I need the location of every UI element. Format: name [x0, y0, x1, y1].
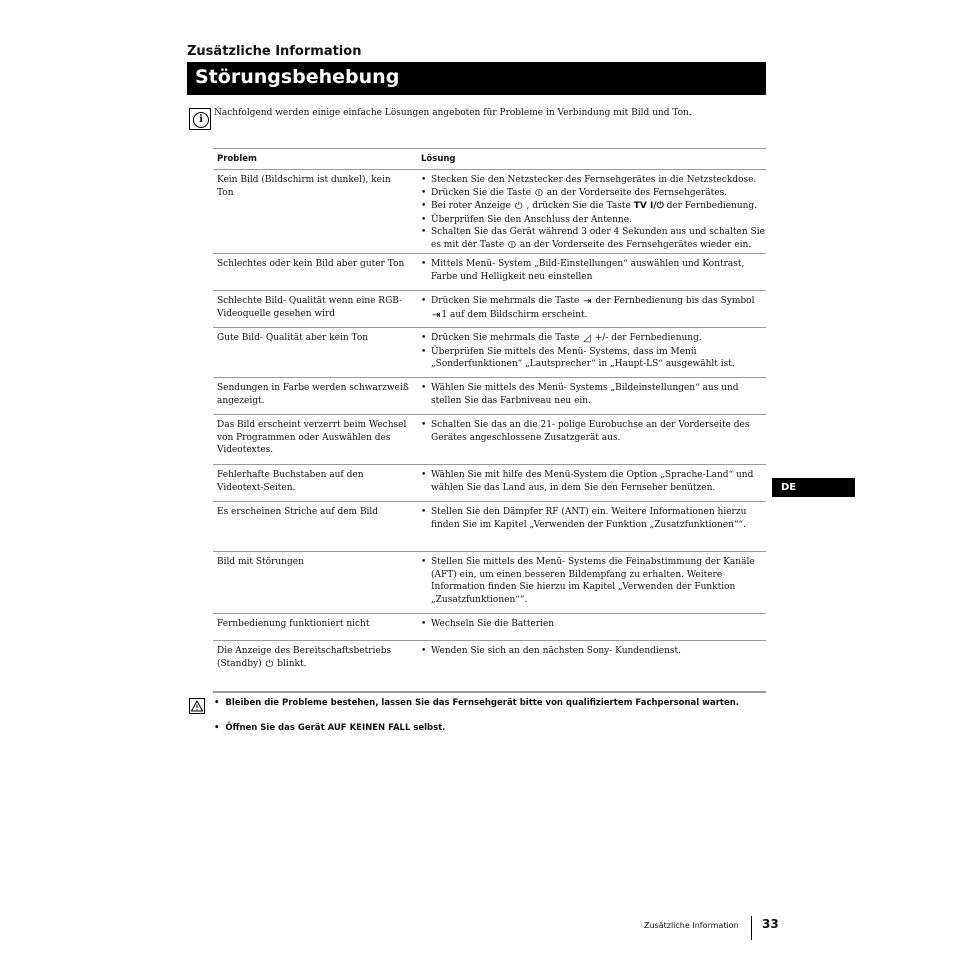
solution-item — [421, 419, 766, 444]
solution-text — [431, 295, 766, 322]
header-solution: Lösung — [421, 154, 456, 164]
text-run: Stellen Sie den Dämpfer RF (ANT) ein. Weitere Informationen hierzu finden Sie im Kapitel „Verwenden der Funktion „Zusatzfunktionen““. — [431, 507, 747, 530]
solution-text — [431, 214, 766, 227]
input-icon: ⇥ — [432, 309, 441, 321]
text-run: Stecken Sie den Netzstecker des Fernsehgerätes in die Netzsteckdose. — [431, 175, 757, 185]
text-run: Überprüfen Sie mittels des Menü- Systems, dass im Menü „Sonderfunktionen“ „Lautsprecher“ in „Haupt-LS“ ausgewählt ist. — [431, 346, 735, 369]
solution-text — [431, 382, 766, 407]
intro-text: Nachfolgend werden einige einfache Lösungen angeboten für Probleme in Verbindung mit Bild und Ton. — [214, 108, 692, 118]
text-run: Wählen Sie mittels des Menü- Systems „Bildeinstellungen“ aus und stellen Sie das Farbniveau neu ein. — [431, 383, 739, 406]
table-row — [213, 254, 766, 291]
table-row — [213, 465, 766, 502]
solution-item — [421, 469, 766, 494]
bullet: • — [421, 383, 427, 393]
text-run: Schalten Sie das Gerät während 3 oder 4 Sekunden aus und schalten Sie es mit der Taste — [431, 227, 765, 250]
text-run: blinkt. — [274, 658, 307, 669]
table-header — [213, 149, 766, 170]
bullet: • — [421, 646, 427, 656]
bullet: • — [421, 227, 427, 237]
solution-item — [421, 346, 766, 371]
table-bottom-rule — [213, 692, 766, 693]
solution-cell — [421, 419, 766, 464]
solution-item — [421, 645, 766, 658]
solution-cell — [421, 645, 766, 691]
problem-cell: Sendungen in Farbe werden schwarzweiß angezeigt. — [217, 383, 409, 406]
solution-text — [431, 200, 766, 214]
warning-item — [214, 698, 739, 708]
footer-divider — [751, 916, 752, 940]
solution-item — [421, 506, 766, 531]
input-icon: ⇥ — [583, 296, 592, 307]
power-button-icon: ⏼ — [508, 239, 516, 251]
table-row — [213, 614, 766, 641]
solution-item — [421, 214, 766, 227]
warning-bullet: • — [214, 723, 220, 733]
solution-cell — [421, 332, 766, 377]
table-row — [213, 502, 766, 552]
problem-cell: Fehlerhafte Buchstaben auf den Videotext-Seiten. — [217, 470, 364, 493]
warning-text: Bleiben die Probleme bestehen, lassen Sie das Fernsehgerät bitte von qualifiziertem Fachpersonal warten. — [225, 698, 740, 708]
warning-icon — [189, 698, 205, 714]
bullet: • — [421, 346, 427, 357]
bullet: • — [421, 187, 427, 198]
solution-item — [421, 556, 766, 606]
text-run: Wählen Sie mit hilfe des Menü-System die Option „Sprache-Land“ und wählen Sie das Land aus, in dem Sie den Fernseher benützen. — [431, 470, 754, 493]
problem-cell: Das Bild erscheint verzerrt beim Wechsel von Programmen oder Auswählen des Videotextes. — [217, 420, 407, 455]
solution-text — [431, 506, 766, 531]
table-body — [213, 170, 766, 692]
tv-button-label: TV I/⏻ — [633, 201, 664, 211]
solution-cell — [421, 258, 766, 290]
solution-cell — [421, 469, 766, 501]
solution-text — [431, 645, 766, 658]
solution-text — [431, 618, 766, 631]
bullet: • — [421, 619, 427, 629]
solution-cell — [421, 174, 766, 253]
bullet: • — [421, 470, 427, 480]
problem-cell: Es erscheinen Striche auf dem Bild — [217, 507, 379, 517]
table-row — [213, 415, 766, 465]
text-run: Bei roter Anzeige — [431, 201, 514, 211]
bullet: • — [421, 333, 427, 343]
warning-text: Öffnen Sie das Gerät AUF KEINEN FALL selbst. — [225, 723, 446, 733]
language-tab: DE — [772, 478, 855, 497]
problem-cell — [213, 645, 421, 691]
header-problem: Problem — [217, 154, 257, 164]
text-run: Drücken Sie mehrmals die Taste — [431, 333, 583, 343]
page-title-bar — [187, 62, 766, 95]
text-run: der Fernbedienung. — [663, 201, 758, 211]
solution-text — [431, 174, 766, 187]
standby-icon: ⏻ — [265, 658, 274, 670]
solution-text — [431, 346, 766, 371]
solution-item — [421, 226, 766, 252]
power-button-icon: ⏼ — [534, 187, 543, 199]
table-row — [213, 378, 766, 415]
text-run: Stellen Sie mittels des Menü- Systems die Feinabstimmung der Kanäle (AFT) ein, um einen besseren Bildempfang zu erhalten. Weitere Information finden Sie hierzu im Kapitel „Verwenden der Funktion „Zusatzfunktionen““. — [431, 557, 755, 605]
text-run: Schalten Sie das an die 21- polige Eurobuchse an der Vorderseite des Gerätes angeschlossene Zusatzgerät aus. — [431, 420, 750, 443]
solution-item — [421, 332, 766, 346]
table-row — [213, 328, 766, 378]
solution-item — [421, 258, 766, 283]
troubleshooting-table — [213, 148, 766, 692]
table-row — [213, 641, 766, 692]
text-run: +/- der Fernbedienung. — [591, 333, 702, 343]
table-row — [213, 552, 766, 614]
solution-text — [431, 258, 766, 283]
table-row — [213, 170, 766, 254]
footer-label: Zusätzliche Information — [644, 921, 739, 930]
bullet: • — [421, 296, 427, 306]
solution-text — [431, 332, 766, 346]
text-run: Wenden Sie sich an den nächsten Sony- Kundendienst. — [431, 646, 682, 656]
solution-text — [431, 226, 766, 252]
section-label: Zusätzliche Information — [187, 44, 362, 59]
solution-text — [431, 556, 766, 606]
warning-bullet: • — [214, 698, 220, 708]
bullet: • — [421, 214, 427, 225]
solution-cell — [421, 556, 766, 613]
solution-item — [421, 382, 766, 407]
problem-cell: Bild mit Störungen — [217, 557, 304, 567]
solution-text — [431, 187, 766, 201]
bullet: • — [421, 175, 427, 185]
problem-cell: Kein Bild (Bildschirm ist dunkel), kein Ton — [217, 175, 391, 198]
volume-icon: ◿ — [583, 333, 591, 344]
text-run: , drücken Sie die Taste — [523, 201, 634, 211]
text-run: an der Vorderseite des Fernsehgerätes. — [543, 187, 728, 198]
solution-item — [421, 200, 766, 214]
text-run: Drücken Sie mehrmals die Taste — [431, 296, 583, 306]
bullet: • — [421, 420, 427, 430]
problem-cell: Gute Bild- Qualität aber kein Ton — [217, 333, 369, 343]
solution-item — [421, 174, 766, 187]
page-title: Störungsbehebung — [195, 66, 400, 88]
table-row — [213, 291, 766, 328]
info-icon: i — [189, 108, 211, 130]
problem-cell: Fernbedienung funktioniert nicht — [217, 619, 370, 629]
text-run: Mittels Menü- System „Bild-Einstellungen“ auswählen und Kontrast, Farbe und Helligkeit neu einstellen — [431, 259, 745, 282]
solution-item — [421, 295, 766, 322]
solution-item — [421, 618, 766, 631]
solution-text — [431, 469, 766, 494]
standby-icon: ⏻ — [514, 201, 523, 212]
text-run: 1 auf dem Bildschirm erscheint. — [441, 309, 588, 320]
solution-cell — [421, 382, 766, 414]
bullet: • — [421, 507, 427, 517]
solution-cell — [421, 506, 766, 551]
text-run: der Fernbedienung bis das Symbol — [592, 296, 755, 306]
text-run: Drücken Sie die Taste — [431, 187, 534, 198]
solution-cell — [421, 618, 766, 640]
bullet: • — [421, 259, 427, 269]
bullet: • — [421, 557, 427, 567]
page-number: 33 — [762, 917, 779, 931]
text-run: Wechseln Sie die Batterien — [431, 619, 555, 629]
text-run: Die Anzeige des Bereitschaftsbetriebs (Standby) — [217, 646, 392, 669]
problem-cell: Schlechtes oder kein Bild aber guter Ton — [217, 259, 405, 269]
text-run: Überprüfen Sie den Anschluss der Antenne. — [431, 214, 632, 225]
solution-text — [431, 419, 766, 444]
solution-cell — [421, 295, 766, 327]
bullet: • — [421, 201, 427, 211]
text-run: an der Vorderseite des Fernsehgerätes wieder ein. — [516, 239, 752, 250]
solution-item — [421, 187, 766, 201]
problem-cell: Schlechte Bild- Qualität wenn eine RGB- Videoquelle gesehen wird — [217, 296, 403, 319]
warning-item — [214, 723, 446, 733]
